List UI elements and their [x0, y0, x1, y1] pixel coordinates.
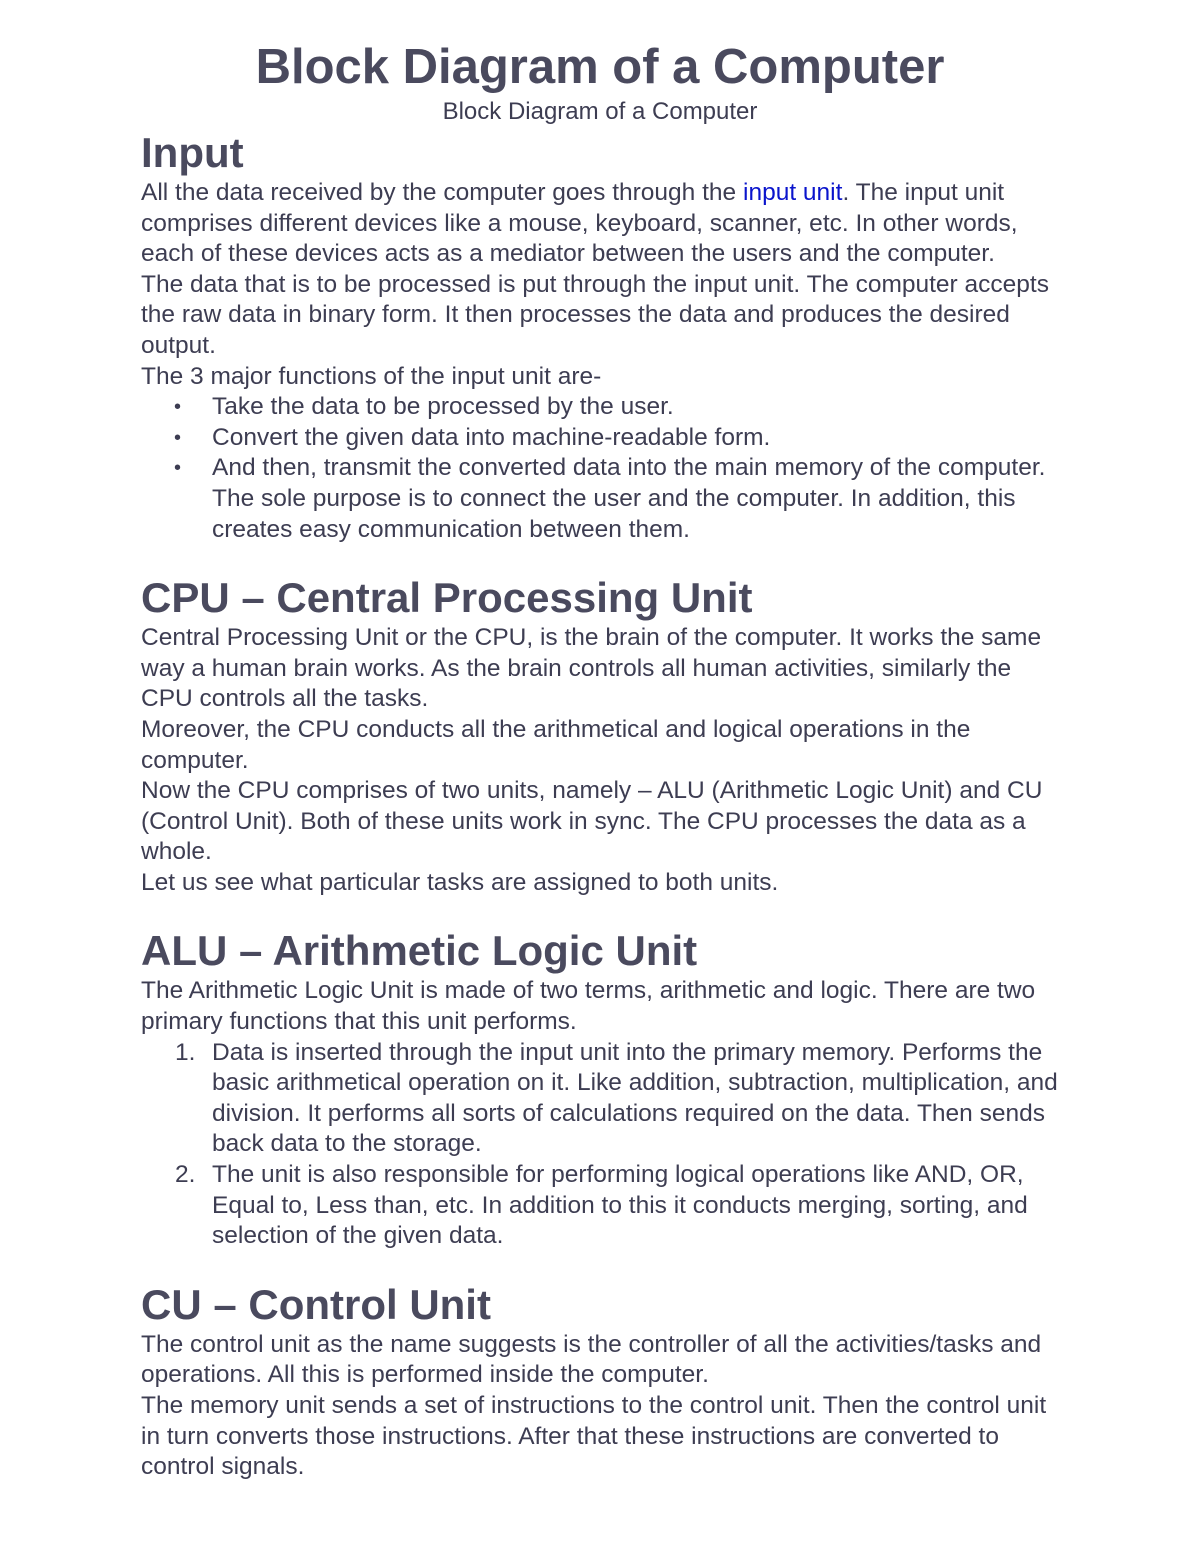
list-item: 2. The unit is also responsible for performing logical operations like AND, OR, Equal to, Less than, etc. In addition to this it conducts merging, sorting, and selection of the given data.: [175, 1161, 1028, 1250]
input-functions-list: [141, 392, 1061, 545]
list-item: • And then, transmit the converted data into the main memory of the computer. The sole purpose is to connect the user and the computer. In addition, this creates easy communication between them.: [174, 454, 1046, 543]
section-alu: [141, 926, 1061, 1251]
document-page: [141, 38, 1061, 1483]
bullet-icon: •: [174, 457, 182, 480]
input-paragraph-3: The 3 major functions of the input unit are-: [141, 362, 602, 390]
cu-paragraph-2: The memory unit sends a set of instructions to the control unit. Then the control unit in turn converts those instructions. After that these instructions are converted to control signals.: [141, 1392, 1047, 1481]
section-heading-cpu: CPU – Central Processing Unit: [141, 574, 753, 622]
alu-functions-list: [141, 1038, 1061, 1252]
list-number: 1.: [175, 1038, 196, 1066]
cpu-paragraph-1: Central Processing Unit or the CPU, is the brain of the computer. It works the same way a human brain works. As the brain controls all human activities, similarly the CPU controls all the tasks.: [141, 624, 1042, 713]
section-heading-input: Input: [141, 129, 244, 176]
section-heading-cu: CU – Control Unit: [141, 1280, 491, 1328]
list-item: 1. Data is inserted through the input unit into the primary memory. Performs the basic arithmetical operation on it. Like addition, subtraction, multiplication, and division. It performs all sorts of calculations required on the data. Then sends back data to the storage.: [175, 1038, 1058, 1158]
list-number: 2.: [175, 1161, 196, 1189]
document-title: Block Diagram of a Computer: [255, 40, 945, 94]
section-heading-alu: ALU – Arithmetic Logic Unit: [141, 927, 698, 975]
bullet-icon: •: [174, 396, 182, 419]
section-cu: [141, 1280, 1061, 1483]
section-input: [141, 128, 1061, 545]
section-cpu: [141, 573, 1061, 898]
list-item: • Convert the given data into machine-readable form.: [141, 423, 1061, 454]
bullet-icon: •: [174, 426, 182, 449]
input-unit-link[interactable]: input unit: [743, 179, 843, 206]
cpu-paragraph-4: Let us see what particular tasks are assigned to both units.: [141, 868, 779, 896]
alu-paragraph-1: The Arithmetic Logic Unit is made of two terms, arithmetic and logic. There are two primary functions that this unit performs.: [141, 977, 1036, 1036]
input-paragraph-1: All the data received by the computer goes through the input unit. The input unit comprises different devices like a mouse, keyboard, scanner, etc. In other words, each of these devices acts as a mediator between the users and the computer.: [141, 179, 1018, 268]
input-paragraph-2: The data that is to be processed is put through the input unit. The computer accepts the raw data in binary form. It then processes the data and produces the desired output.: [141, 270, 1049, 359]
document-subtitle: Block Diagram of a Computer: [442, 98, 758, 125]
cpu-paragraph-2: Moreover, the CPU conducts all the arithmetical and logical operations in the computer.: [141, 715, 971, 774]
cpu-paragraph-3: Now the CPU comprises of two units, namely – ALU (Arithmetic Logic Unit) and CU (Control Unit). Both of these units work in sync. The CPU processes the data as a whole.: [141, 777, 1043, 866]
cu-paragraph-1: The control unit as the name suggests is the controller of all the activities/tasks and operations. All this is performed inside the computer.: [141, 1330, 1042, 1389]
list-item: • Take the data to be processed by the user.: [141, 392, 1061, 423]
